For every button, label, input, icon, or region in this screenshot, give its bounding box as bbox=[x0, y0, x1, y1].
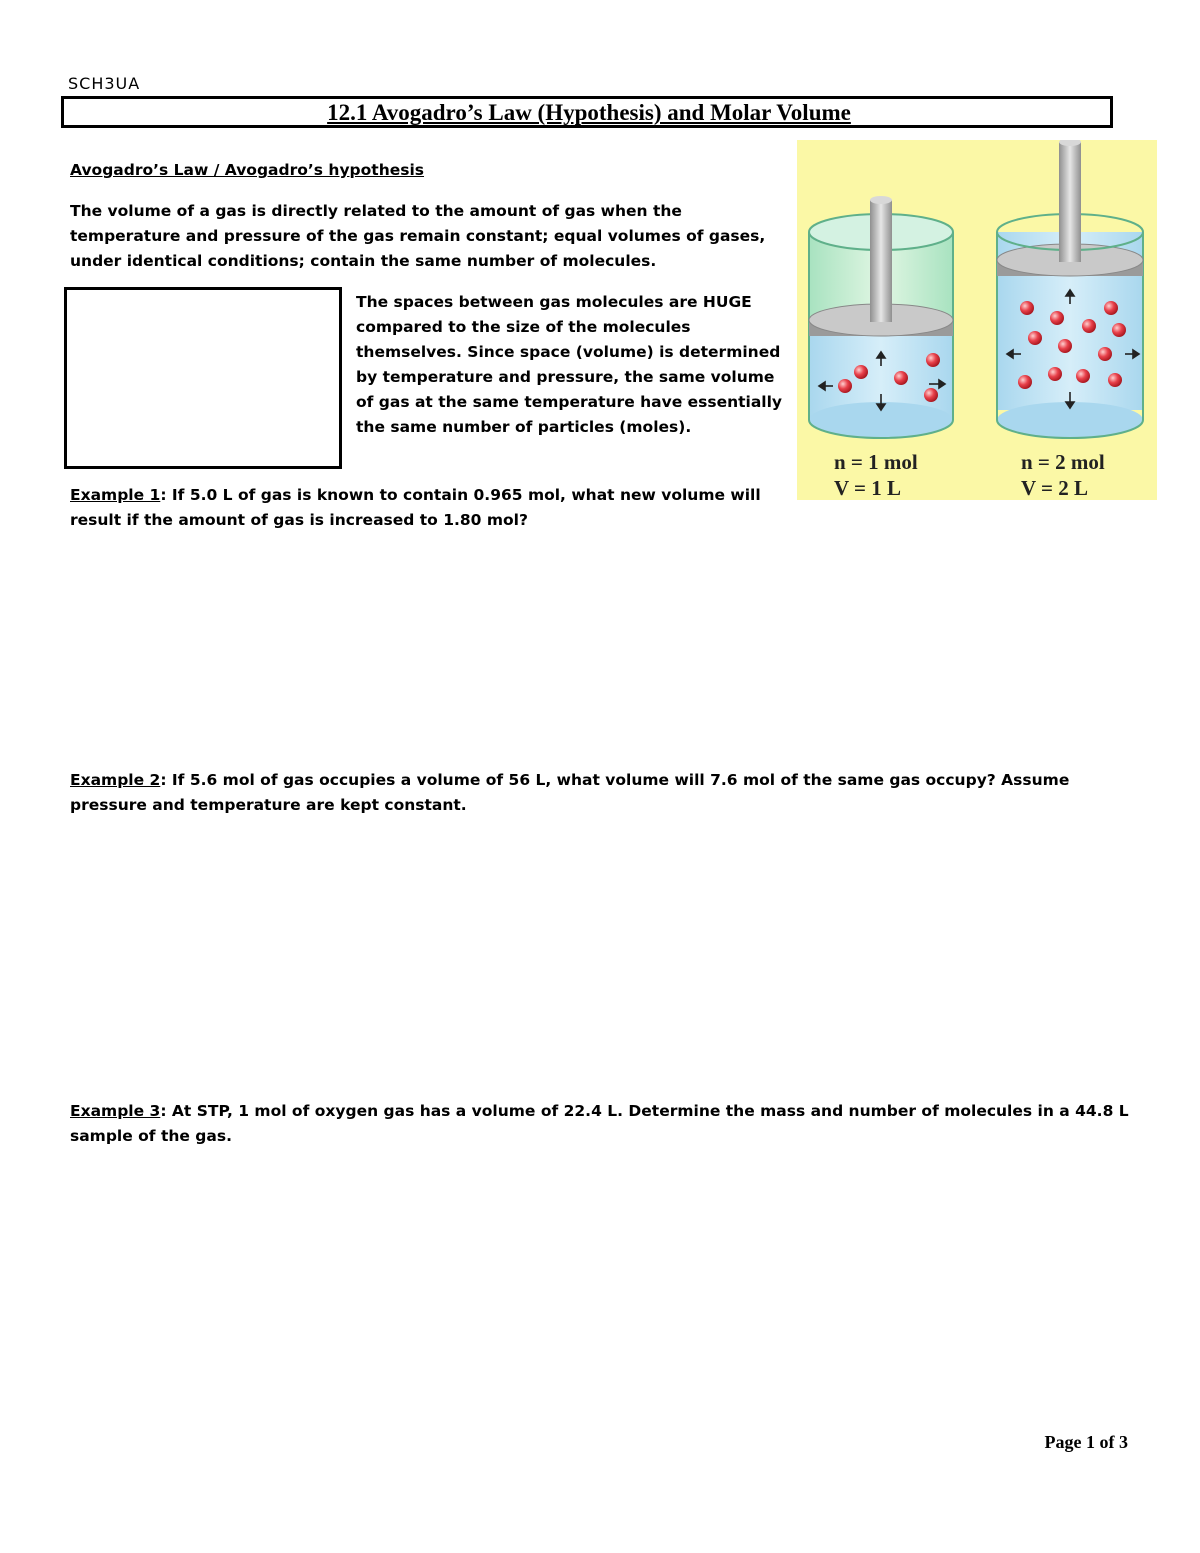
example-2-label: Example 2 bbox=[70, 771, 161, 789]
left-v-label: V = 1 L bbox=[834, 476, 902, 500]
example-3 bbox=[70, 1099, 1130, 1149]
left-n-label: n = 1 mol bbox=[834, 450, 918, 474]
right-v-label: V = 2 L bbox=[1021, 476, 1089, 500]
page-title: 12.1 Avogadro’s Law (Hypothesis) and Molar Volume bbox=[327, 100, 851, 125]
section-heading: Avogadro’s Law / Avogadro’s hypothesis bbox=[70, 161, 425, 179]
blank-answer-box bbox=[64, 287, 342, 469]
example-1-text: : If 5.0 L of gas is known to contain 0.965 mol, what new volume will result if the amount of gas is increased to 1.80 mol? bbox=[70, 486, 761, 529]
example-1-label: Example 1 bbox=[70, 486, 161, 504]
example-2-text: : If 5.6 mol of gas occupies a volume of 56 L, what volume will 7.6 mol of the same gas occupy? Assume pressure and temperature are kept constant. bbox=[70, 771, 1070, 814]
example-2 bbox=[70, 768, 1130, 818]
explanation-paragraph: The spaces between gas molecules are HUGE compared to the size of the molecules themselves. Since space (volume) is determined by temperature and pressure, the same volume of gas at the same temperature have essentially the same number of particles (moles). bbox=[356, 293, 783, 436]
example-3-label: Example 3 bbox=[70, 1102, 161, 1120]
example-1 bbox=[70, 483, 770, 533]
definition-paragraph: The volume of a gas is directly related to the amount of gas when the temperature and pressure of the gas remain constant; equal volumes of gases, under identical conditions; contain the same number of molecules. bbox=[70, 202, 766, 270]
piston-cylinders-figure bbox=[797, 140, 1157, 500]
example-3-text: : At STP, 1 mol of oxygen gas has a volume of 22.4 L. Determine the mass and number of molecules in a 44.8 L sample of the gas. bbox=[70, 1102, 1129, 1145]
page-number: Page 1 of 3 bbox=[1044, 1432, 1128, 1452]
right-n-label: n = 2 mol bbox=[1021, 450, 1105, 474]
course-code: SCH3UA bbox=[68, 74, 141, 93]
